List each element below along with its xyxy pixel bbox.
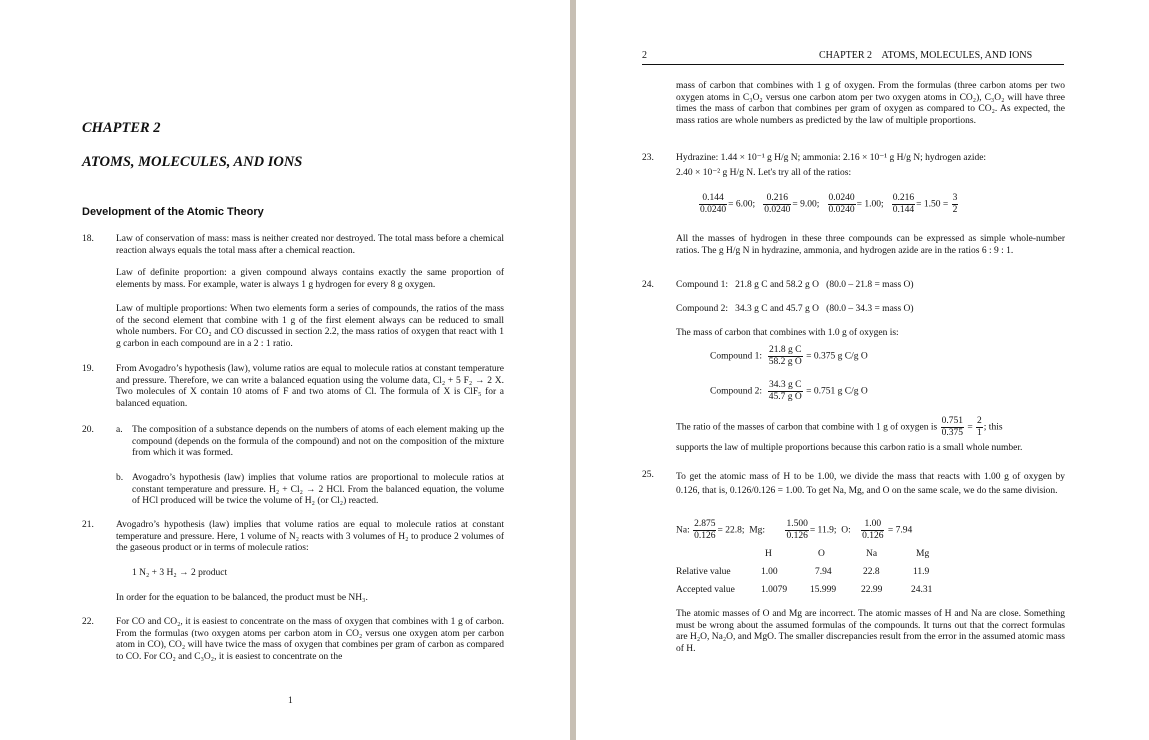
ratio-fraction: $\frac{0.751}{0.375}$ [941, 416, 963, 438]
problem-20-b-text: Avogadro’s hypothesis (law) implies that volume ratios are proportional to molecule ratios at constant temperature and pressure. H₂ + Cl₂ → 2 HCl. From the balanced equation, the volume of HCl produced will be twice the volume of H₂ (or Cl₂) reacted. [132, 473, 504, 506]
problem-21-text: Avogadro’s hypothesis (law) implies that volume ratios are equal to molecule ratios at constant temperature and pressure. Here, 1 volume of N₂ reacts with 3 volumes of H₂ to produce 2 volumes of the gaseous product or in terms of molecule ratios: [116, 520, 504, 553]
table-header-na: Na [866, 549, 878, 559]
problem-18-text-c: Law of multiple proportions: When two elements form a series of compounds, the ratios of the mass of the second element that combine with 1 g of the first element always can be reduced to small whole numbers. For CO₂ and CO discussed in section 2.2, the mass ratios of oxygen that react with 1 g carbon in each compound are in a 2 : 1 ratio. [116, 304, 504, 349]
problem-20-a-text: The composition of a substance depends on the numbers of atoms of each element making up the compound (depends on the formula of the compound) and not on the composition of the mixture from which it was formed. [132, 425, 504, 458]
problem-18-text-b: Law of definite proportion: a given compound always contains exactly the same proportion of elements by mass. For example, water is always 1 g hydrogen for every 8 g oxygen. [116, 268, 504, 290]
problem-20-a-label: a. [116, 425, 123, 435]
problem-24-calc-1: Compound 1: $\frac{\text{21.8 g C}}{\text{58.2 g O}}$ = 0.375 g C/g O [710, 345, 868, 367]
mass-fraction: $\frac{1.500}{0.126}$ [786, 519, 808, 541]
page-number: 1 [288, 696, 293, 706]
chapter-title: ATOMS, MOLECULES, AND IONS [82, 154, 303, 170]
ratio-fraction: $\frac{2}{1}$ [977, 416, 982, 438]
ratio-fraction: $\frac{0.0240}{0.0240}$ [828, 193, 855, 215]
problem-24-conclusion: supports the law of multiple proportions because this carbon ratio is a small whole number. [676, 443, 1023, 453]
mass-fraction: $\frac{2.875}{0.126}$ [694, 519, 716, 541]
table-cell: 22.99 [861, 585, 883, 595]
mass-fraction: $\frac{\text{21.8 g C}}{\text{58.2 g O}}$ [768, 345, 802, 367]
problem-18-text-a: Law of conservation of mass: mass is neither created nor destroyed. The total mass before a chemical reaction always equals the total mass after a chemical reaction. [116, 234, 504, 256]
problem-24-intro: The mass of carbon that combines with 1.0 g of oxygen is: [676, 328, 899, 338]
table-cell: 24.31 [911, 585, 933, 595]
table-cell: 22.8 [863, 567, 880, 577]
mass-fraction: $\frac{1.00}{0.126}$ [862, 519, 884, 541]
problem-24-calc-2: Compound 2: $\frac{\text{34.3 g C}}{\text{45.7 g O}}$ = 0.751 g C/g O [710, 380, 868, 402]
problem-23-conclusion: All the masses of hydrogen in these three compounds can be expressed as simple whole-number ratios. The g H/g N in hydrazine, ammonia, and hydrogen azide are in the ratios 6 : 9 : 1. [676, 234, 1065, 256]
right-page [576, 0, 1149, 740]
problem-number-19: 19. [82, 364, 94, 374]
problem-25-conclusion: The atomic masses of O and Mg are incorrect. The atomic masses of H and Na are close. Something must be wrong about the assumed formulas of the compounds. It turns out that the correct formulas are H₂O, Na₂O, and MgO. The smaller discrepancies result from the error in the assumed atomic mass of H. [676, 609, 1065, 654]
problem-24-compound1: Compound 1: 21.8 g C and 58.2 g O (80.0 – 21.8 = mass O) [676, 280, 914, 290]
table-cell: 1.00 [761, 567, 778, 577]
header-rule [642, 64, 1064, 65]
left-page [0, 0, 570, 740]
table-cell: 15.999 [810, 585, 837, 595]
table-row-label: Accepted value [676, 585, 735, 595]
problem-23-line2: 2.40 × 10⁻² g H/g N. Let's try all of the ratios: [676, 168, 852, 178]
problem-number-24: 24. [642, 280, 654, 290]
table-header-h: H [765, 549, 772, 559]
problem-23-ratios: $\frac{0.144}{0.0240}$ = 6.00; $\frac{0.216}{0.0240}$ = 9.00; $\frac{0.0240}{0.0240}$ = 1.00; $\frac{0.216}{0.144}$ = 1.50 = $\frac{3}{2}$ [700, 193, 958, 215]
table-cell: 1.0079 [761, 585, 788, 595]
table-header-mg: Mg [916, 549, 930, 559]
table-row-label: Relative value [676, 567, 731, 577]
ratio-fraction: $\frac{0.144}{0.0240}$ [700, 193, 727, 215]
problem-number-21: 21. [82, 520, 94, 530]
section-heading: Development of the Atomic Theory [82, 206, 264, 218]
problem-24-ratio-line: The ratio of the masses of carbon that combine with 1 g of oxygen is $\frac{0.751}{0.375}$ = $\frac{2}{1}$ ; this [676, 416, 1003, 438]
chapter-label: CHAPTER 2 [82, 120, 161, 136]
mass-fraction: $\frac{\text{34.3 g C}}{\text{45.7 g O}}$ [768, 380, 802, 402]
problem-25-text: To get the atomic mass of H to be 1.00, we divide the mass that reacts with 1.00 g of oxygen by 0.126, that is, 0.126/0.126 = 1.00. To get Na, Mg, and O on the same scale, we do the same division. [676, 472, 1065, 496]
problem-25-calcs: Na: $\frac{2.875}{0.126}$ = 22.8; Mg: $\frac{1.500}{0.126}$ = 11.9; O: $\frac{1.00}{0.126}$ = 7.94 [676, 519, 913, 541]
header-title: CHAPTER 2 ATOMS, MOLECULES, AND IONS [819, 50, 1033, 61]
problem-number-22: 22. [82, 617, 94, 627]
problem-number-23: 23. [642, 153, 654, 163]
ratio-fraction: $\frac{0.216}{0.144}$ [892, 193, 915, 215]
ratio-fraction: $\frac{0.216}{0.0240}$ [764, 193, 791, 215]
problem-22-text: For CO and CO₂, it is easiest to concentrate on the mass of oxygen that combines with 1 g of carbon. From the formulas (two oxygen atoms per carbon atom in CO₂ versus one oxygen atom per carbon atom in CO), CO₂ will have twice the mass of oxygen that combines per gram of carbon as compared to CO. For CO₂ and C₃O₂, it is easiest to concentrate on the [116, 617, 504, 662]
problem-19-text: From Avogadro’s hypothesis (law), volume ratios are equal to molecule ratios at constant temperature and pressure. Therefore, we can write a balanced equation using the volume data, Cl₂ + 5 F₂ → 2 X. Two molecules of X contain 10 atoms of F and two atoms of Cl. The formula of X is ClF₅ for a balanced equation. [116, 364, 504, 409]
problem-number-25: 25. [642, 470, 654, 480]
problem-number-20: 20. [82, 425, 94, 435]
problem-20-b-label: b. [116, 473, 124, 483]
continuation-text: mass of carbon that combines with 1 g of oxygen. From the formulas (three carbon atoms per two oxygen atoms in C₃O₂ versus one carbon atom per two oxygen atoms in CO₂), C₃O₂ will have three times the mass of carbon that combines per gram of oxygen as compared to CO₂. As expected, the mass ratios are whole numbers as predicted by the law of multiple proportions. [676, 81, 1065, 126]
problem-23-line1: Hydrazine: 1.44 × 10⁻¹ g H/g N; ammonia: 2.16 × 10⁻¹ g H/g N; hydrogen azide: [676, 153, 987, 163]
problem-21-equation: 1 N₂ + 3 H₂ → 2 product [132, 568, 228, 578]
problem-21-conclusion: In order for the equation to be balanced, the product must be NH₃. [116, 593, 368, 603]
problem-24-compound2: Compound 2: 34.3 g C and 45.7 g O (80.0 – 34.3 = mass O) [676, 304, 914, 314]
table-cell: 7.94 [815, 567, 832, 577]
header-page-number: 2 [642, 50, 647, 61]
ratio-fraction: $\frac{3}{2}$ [952, 193, 958, 215]
table-header-o: O [818, 549, 825, 559]
table-cell: 11.9 [913, 567, 930, 577]
problem-number-18: 18. [82, 234, 94, 244]
